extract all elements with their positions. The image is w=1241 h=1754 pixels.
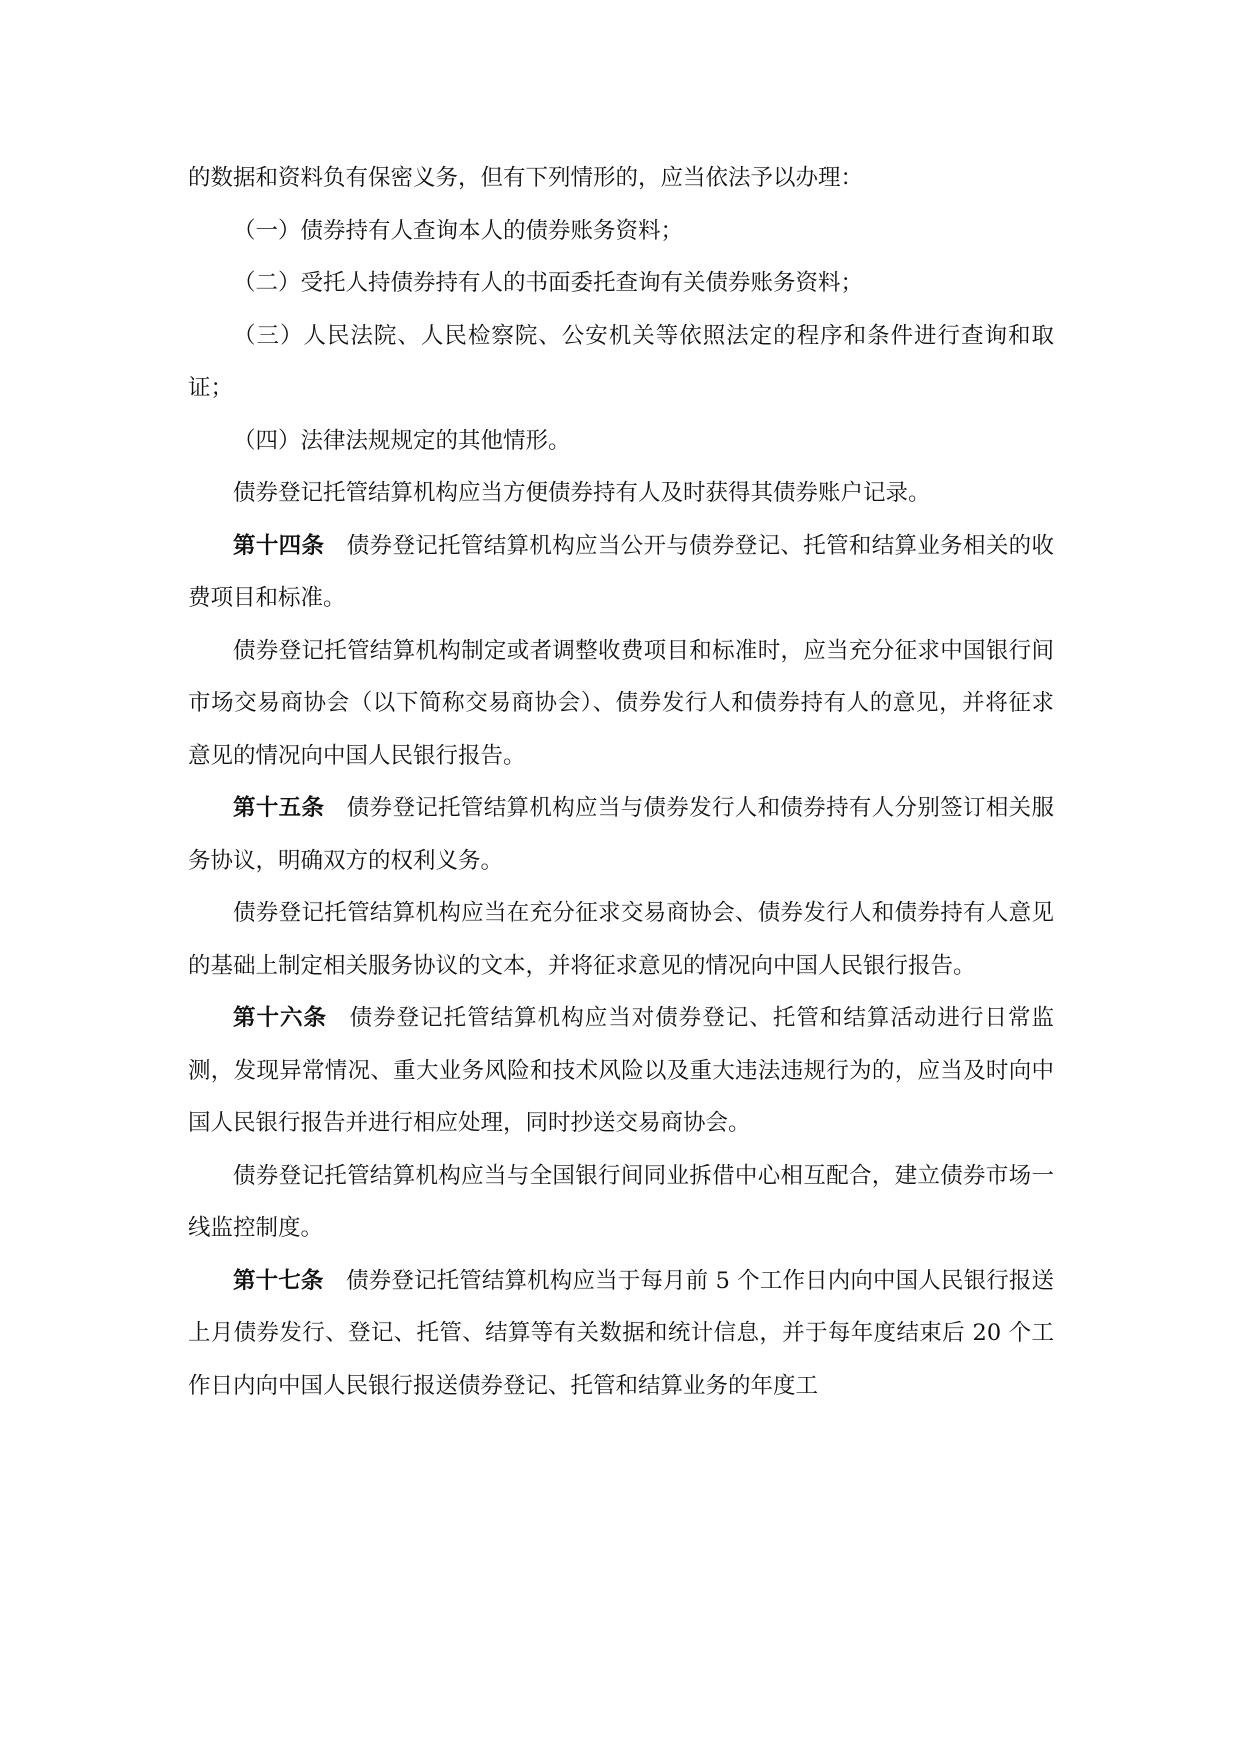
paragraph-text: （二）受托人持债券持有人的书面委托查询有关债券账务资料；: [233, 270, 864, 296]
paragraph-text: （四）法律法规规定的其他情形。: [233, 427, 571, 454]
article-heading: 第十六条: [233, 1005, 328, 1031]
paragraph-text: 债券登记托管结算机构应当与债券发行人和债券持有人分别签订相关服务协议，明确双方的权利义务。: [188, 795, 1054, 874]
article-heading: 第十七条: [233, 1267, 324, 1294]
paragraph-text: （三）人民法院、人民检察院、公安机关等依照法定的程序和条件进行查询和取证；: [188, 322, 1054, 401]
paragraph: [188, 467, 1054, 520]
paragraph-text: 债券登记托管结算机构应当在充分征求交易商协会、债券发行人和债券持有人意见的基础上制定相关服务协议的文本，并将征求意见的情况向中国人民银行报告。: [188, 900, 1054, 979]
article-heading: 第十四条: [233, 532, 325, 559]
paragraph: [188, 152, 1054, 205]
paragraph: [188, 205, 1054, 258]
paragraph-text: 债券登记托管结算机构应当方便债券持有人及时获得其债券账户记录。: [233, 480, 931, 506]
paragraph: [188, 415, 1054, 468]
article-15: [188, 782, 1054, 887]
paragraph-text: 的数据和资料负有保密义务，但有下列情形的，应当依法予以办理：: [188, 165, 864, 191]
paragraph-text: 债券登记托管结算机构制定或者调整收费项目和标准时，应当充分征求中国银行间市场交易商协会（以下简称交易商协会）、债券发行人和债券持有人的意见，并将征求意见的情况向中国人民银行报告。: [188, 637, 1054, 769]
paragraph: [188, 257, 1054, 310]
paragraph: [188, 625, 1054, 783]
paragraph: [188, 887, 1054, 992]
article-heading: 第十五条: [233, 795, 325, 821]
paragraph-text: 债券登记托管结算机构应当对债券登记、托管和结算活动进行日常监测，发现异常情况、重大业务风险和技术风险以及重大违法违规行为的，应当及时向中国人民银行报告并进行相应处理，同时抄送交易商协会。: [188, 1005, 1054, 1136]
paragraph-text: 债券登记托管结算机构应当与全国银行间同业拆借中心相互配合，建立债券市场一线监控制度。: [188, 1162, 1054, 1241]
paragraph-text: 债券登记托管结算机构应当公开与债券登记、托管和结算业务相关的收费项目和标准。: [188, 532, 1054, 611]
paragraph-text: （一）债券持有人查询本人的债券账务资料；: [233, 217, 684, 244]
document-body: [188, 152, 1054, 1412]
paragraph: [188, 1150, 1054, 1255]
article-16: [188, 992, 1054, 1150]
paragraph: [188, 310, 1054, 415]
paragraph-text: 债券登记托管结算机构应当于每月前 5 个工作日内向中国人民银行报送上月债券发行、登记、托管、结算等有关数据和统计信息，并于每年度结束后 20 个工作日内向中国人民银行报送债券登记、托管和结算业务的年度工: [188, 1267, 1054, 1399]
article-17: [188, 1255, 1054, 1413]
article-14: [188, 520, 1054, 625]
